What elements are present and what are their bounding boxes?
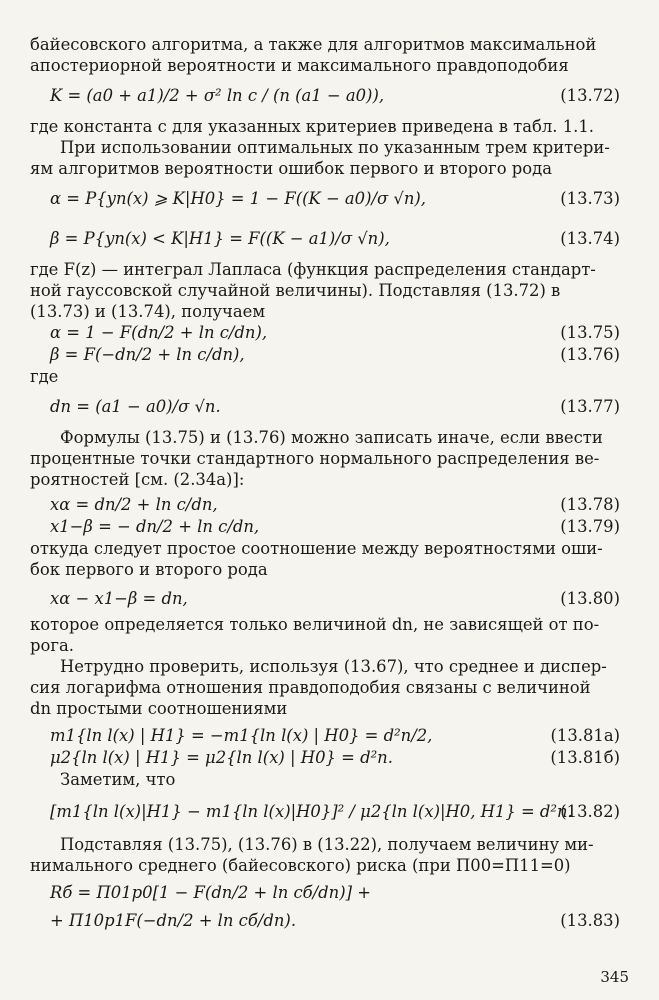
equation-13-77 xyxy=(30,387,628,427)
text-line: рога. xyxy=(30,636,74,655)
text-line: которое определяется только величиной dn, не зависящей от по- xyxy=(30,615,600,634)
text-line: ной гауссовской случайной величины). Подставляя (13.72) в xyxy=(30,281,561,300)
equation-formula: dn = (a1 − a0)/σ √n. xyxy=(50,397,221,416)
equation-formula: α = 1 − F(dn/2 + ln c/dn), xyxy=(50,323,268,342)
equation-formula: β = F(−dn/2 + ln c/dn), xyxy=(50,345,245,364)
equation-number: (13.78) xyxy=(560,495,620,514)
equation-13-81b xyxy=(30,747,628,769)
equation-13-80 xyxy=(30,588,628,610)
text-line: сия логарифма отношения правдоподобия связаны с величиной xyxy=(30,678,591,697)
equation-13-82 xyxy=(30,790,628,834)
text-line: роятностей [см. (2.34а)]: xyxy=(30,470,245,489)
text-line: где F(z) — интеграл Лапласа (функция распределения стандарт- xyxy=(30,260,596,279)
equation-number: (13.73) xyxy=(560,189,620,208)
equation-formula: xα − x1−β = dn, xyxy=(50,589,188,608)
page-number: 345 xyxy=(600,968,629,986)
equation-number: (13.81а) xyxy=(550,726,620,745)
equation-13-79 xyxy=(30,516,628,538)
equation-13-78 xyxy=(30,494,628,516)
text-line: Заметим, что xyxy=(60,770,176,789)
equation-formula: [m1{ln l(x)|H1} − m1{ln l(x)|H0}]² / μ2{ln l(x)|H0, H1} = d²n. xyxy=(50,802,573,821)
equation-number: (13.74) xyxy=(560,229,620,248)
equation-number: (13.82) xyxy=(560,802,620,821)
equation-13-83-line1 xyxy=(30,882,628,904)
equation-13-73 xyxy=(30,179,628,219)
equation-number: (13.81б) xyxy=(550,748,620,767)
equation-number: (13.83) xyxy=(560,911,620,930)
equation-13-76 xyxy=(30,344,628,366)
equation-formula: μ2{ln l(x) | H1} = μ2{ln l(x) | H0} = d²n. xyxy=(50,748,393,767)
text-line: байесовского алгоритма, а также для алгоритмов максимальной xyxy=(30,35,597,54)
equation-number: (13.76) xyxy=(560,345,620,364)
text-line: процентные точки стандартного нормального распределения ве- xyxy=(30,449,600,468)
equation-13-72 xyxy=(30,76,628,116)
equation-formula: + П10p1F(−dn/2 + ln cб/dn). xyxy=(50,911,297,930)
equation-number: (13.75) xyxy=(560,323,620,342)
equation-13-75 xyxy=(30,322,628,344)
equation-formula: m1{ln l(x) | H1} = −m1{ln l(x) | H0} = d²n/2, xyxy=(50,726,433,745)
equation-13-81a xyxy=(30,725,628,747)
equation-formula: K = (a0 + a1)/2 + σ² ln c / (n (a1 − a0)), xyxy=(50,86,385,105)
equation-formula: α = P{yn(x) ⩾ K|H0} = 1 − F((K − a0)/σ √n), xyxy=(50,189,427,208)
equation-formula: x1−β = − dn/2 + ln c/dn, xyxy=(50,517,260,536)
equation-13-74 xyxy=(30,219,628,259)
equation-number: (13.72) xyxy=(560,86,620,105)
text-line: бок первого и второго рода xyxy=(30,560,268,579)
text-line: где xyxy=(30,367,59,386)
text-line: При использовании оптимальных по указанным трем критери- xyxy=(60,138,610,157)
equation-13-83-line2 xyxy=(30,910,628,932)
page-body xyxy=(30,34,628,932)
text-line: ям алгоритмов вероятности ошибок первого и второго рода xyxy=(30,159,552,178)
text-line: апостериорной вероятности и максимального правдоподобия xyxy=(30,56,569,75)
equation-number: (13.77) xyxy=(560,397,620,416)
text-line: откуда следует простое соотношение между вероятностями оши- xyxy=(30,539,603,558)
text-line: Подставляя (13.75), (13.76) в (13.22), получаем величину ми- xyxy=(60,835,594,854)
text-line: (13.73) и (13.74), получаем xyxy=(30,302,266,321)
text-line: нимального среднего (байесовского) риска (при П00=П11=0) xyxy=(30,856,571,875)
equation-number: (13.79) xyxy=(560,517,620,536)
equation-formula: Rб = П01p0[1 − F(dn/2 + ln cб/dn)] + xyxy=(50,883,371,902)
text-line: dn простыми соотношениями xyxy=(30,699,288,718)
equation-formula: β = P{yn(x) < K|H1} = F((K − a1)/σ √n), xyxy=(50,229,390,248)
text-line: Формулы (13.75) и (13.76) можно записать иначе, если ввести xyxy=(60,428,603,447)
text-line: Нетрудно проверить, используя (13.67), что среднее и диспер- xyxy=(60,657,607,676)
equation-formula: xα = dn/2 + ln c/dn, xyxy=(50,495,218,514)
equation-number: (13.80) xyxy=(560,589,620,608)
text-line: где константа c для указанных критериев приведена в табл. 1.1. xyxy=(30,117,594,136)
